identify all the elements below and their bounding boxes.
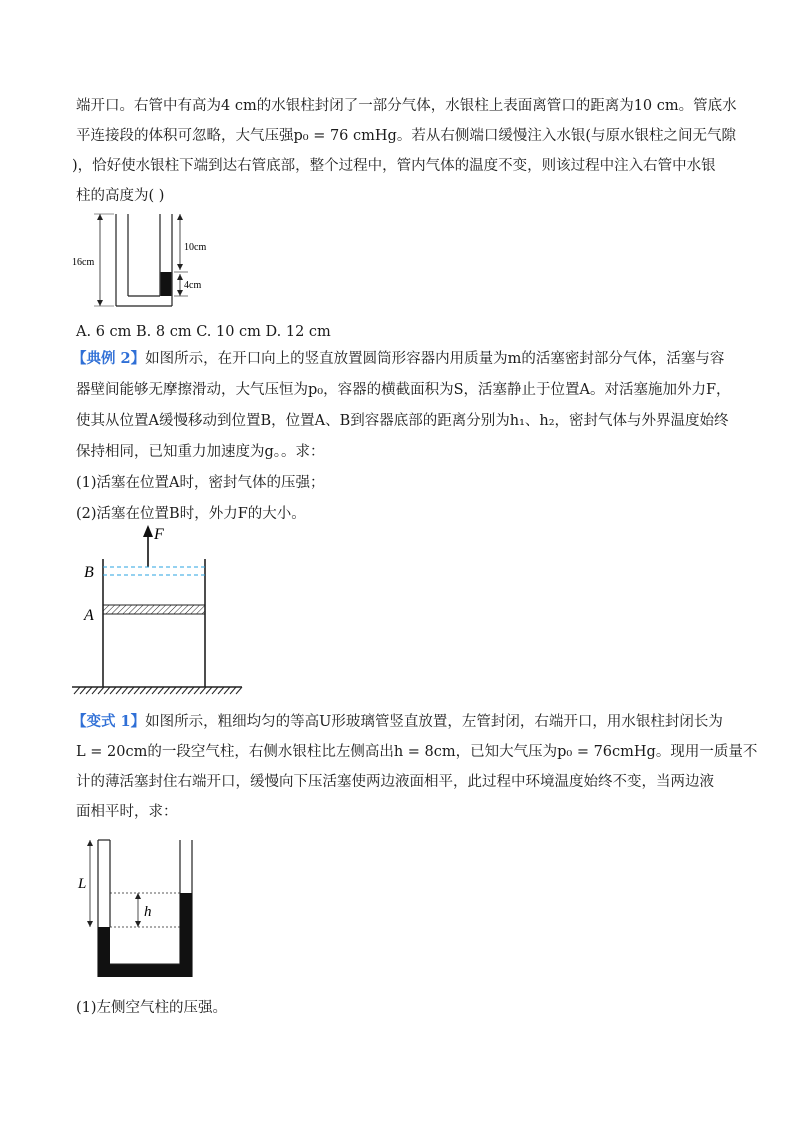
u-tube-figure-1: [70, 210, 250, 320]
variant1-line-1-text: 如图所示，粗细均匀的等高U形玻璃管竖直放置，左管封闭，右端开口，用水银柱封闭长为: [145, 714, 723, 730]
label-force: F: [154, 526, 164, 543]
piston-figure: [70, 525, 260, 705]
q1-line-4: 柱的高度为( ): [76, 188, 165, 204]
variant1-line-3: 计的薄活塞封住右端开口，缓慢向下压活塞使两边液面相平，此过程中环境温度始终不变，当两边液: [76, 774, 714, 790]
example2-tag: 【典例 2】: [72, 350, 146, 367]
q1-options: A. 6 cm B. 8 cm C. 10 cm D. 12 cm: [76, 324, 331, 340]
example2-line-1-text: 如图所示，在开口向上的竖直放置圆筒形容器内用质量为m的活塞密封部分气体，活塞与容: [145, 351, 725, 367]
label-h: h: [144, 904, 152, 920]
example2-line-3: 使其从位置A缓慢移动到位置B，位置A、B到容器底部的距离分别为h₁、h₂，密封气体与外界温度始终: [76, 413, 729, 429]
variant1-line-1: [72, 712, 723, 732]
variant1-tag: 【变式 1】: [72, 713, 146, 730]
q1-line-1: 端开口。右管中有高为4 cm的水银柱封闭了一部分气体，水银柱上表面离管口的距离为10 cm。管底水: [76, 98, 737, 114]
variant1-line-2: L = 20cm的一段空气柱，右侧水银柱比左侧高出h = 8cm，已知大气压为p₀ = 76cmHg。现用一质量不: [76, 744, 758, 760]
label-a: A: [84, 607, 94, 624]
example2-sub-2: (2)活塞在位置B时，外力F的大小。: [76, 506, 306, 522]
label-b: B: [84, 564, 94, 581]
u-tube-figure-2: [70, 832, 210, 982]
example2-line-4: 保持相同，已知重力加速度为g。。求：: [76, 444, 325, 460]
example2-line-2: 器壁间能够无摩擦滑动，大气压恒为p₀，容器的横截面积为S，活塞静止于位置A。对活塞施加外力F，: [76, 382, 731, 398]
q1-line-2: 平连接段的体积可忽略，大气压强p₀ = 76 cmHg。若从右侧端口缓慢注入水银(与原水银柱之间无气隙: [76, 128, 736, 144]
example2-sub-1: (1)活塞在位置A时，密封气体的压强；: [76, 475, 325, 491]
label-l: L: [78, 876, 87, 892]
variant1-line-4: 面相平时，求：: [76, 804, 178, 820]
label-16cm: 16cm: [72, 257, 95, 268]
q1-line-3: )，恰好使水银柱下端到达右管底部，整个过程中，管内气体的温度不变，则该过程中注入右管中水银: [72, 158, 716, 174]
variant1-sub-1: (1)左侧空气柱的压强。: [76, 1000, 228, 1016]
example2-line-1: [72, 349, 724, 369]
label-10cm: 10cm: [184, 242, 207, 253]
label-4cm: 4cm: [184, 280, 202, 291]
